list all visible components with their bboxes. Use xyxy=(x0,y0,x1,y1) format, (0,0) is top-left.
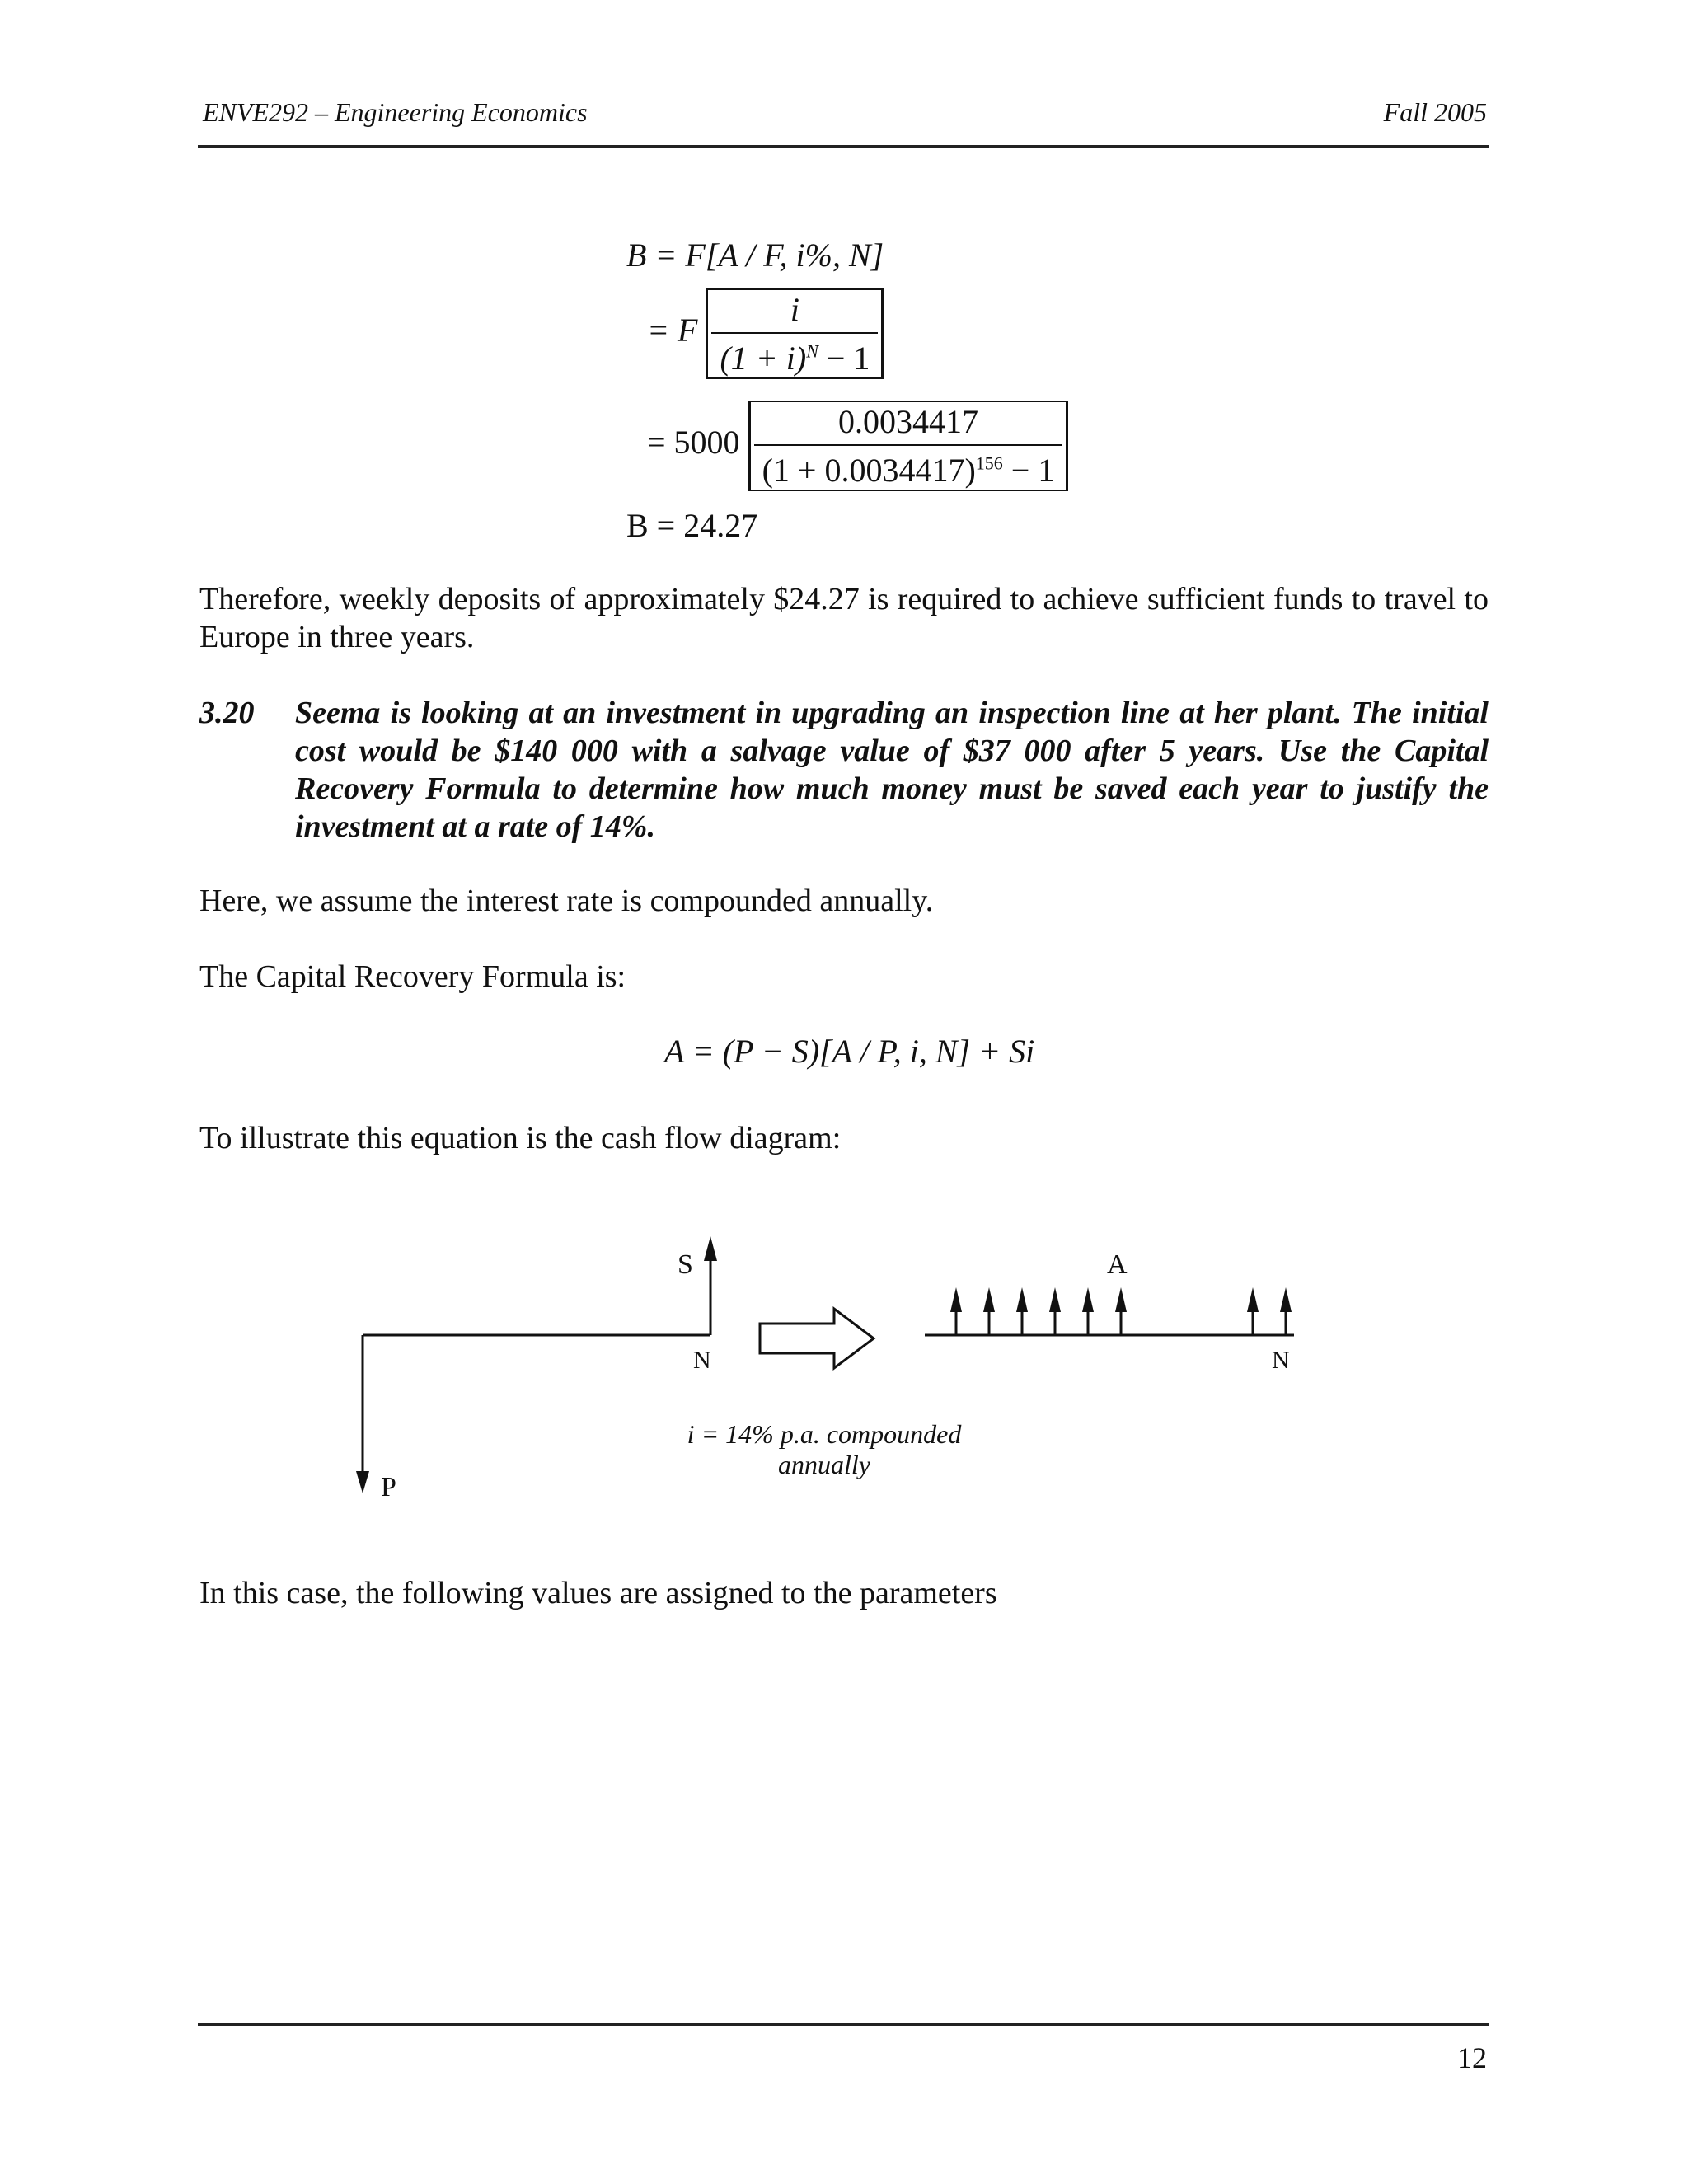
equation-prefix-5000: = 5000 xyxy=(647,424,740,462)
equation-numerator-2: 0.0034417 xyxy=(837,403,978,440)
equation-denominator-base: (1 + i) xyxy=(720,340,807,377)
caption-line-2: annually xyxy=(778,1450,870,1479)
problem-number: 3.20 xyxy=(199,696,255,730)
conclusion-paragraph: Therefore, weekly deposits of approximately $24.27 is required to achieve sufficient funds to travel to Europe in three years. xyxy=(199,582,1489,654)
problem-statement: Seema is looking at an investment in upgrading an inspection line at her plant. The initial cost would be $140 000 with a salvage value of $37 000 after 5 years. Use the Capital Recovery Formula to determine how much money must be saved each year to justify the investment at a rate of 14%. xyxy=(295,696,1489,844)
right-cash-flow xyxy=(925,1287,1294,1335)
assumption-paragraph: Here, we assume the interest rate is compounded annually. xyxy=(199,883,934,918)
equation-prefix: = F xyxy=(647,312,698,349)
equation-denominator-tail: − 1 xyxy=(826,340,870,377)
equation-b-result: B = 24.27 xyxy=(626,507,758,544)
annuity-arrows xyxy=(950,1287,1292,1335)
capital-recovery-formula: A = (P − S)[A / P, i, N] + Si xyxy=(664,1033,1035,1070)
equivalence-block-arrow xyxy=(760,1309,874,1368)
diagram-intro-paragraph: To illustrate this equation is the cash flow diagram: xyxy=(199,1121,842,1155)
equation-denominator-tail-2: − 1 xyxy=(1010,452,1055,489)
page-number: 12 xyxy=(1457,2041,1487,2074)
label-present-p: P xyxy=(381,1472,396,1502)
diagram-caption xyxy=(643,1419,1006,1480)
equation-b-factor: B = F[A / F, i%, N] xyxy=(626,237,884,274)
caption-line-1: i = 14% p.a. compounded xyxy=(687,1419,962,1449)
footer-rule xyxy=(198,2023,1489,2026)
equation-numerator: i xyxy=(790,291,799,328)
equation-exponent-2: 156 xyxy=(975,452,1003,474)
label-n-right: N xyxy=(1272,1347,1290,1374)
header-term: Fall 2005 xyxy=(1383,97,1487,127)
formula-intro-paragraph: The Capital Recovery Formula is: xyxy=(199,959,626,994)
outflow-p-arrowhead xyxy=(356,1471,369,1493)
header-course-title: ENVE292 – Engineering Economics xyxy=(203,97,588,127)
equation-denominator-base-2: (1 + 0.0034417) xyxy=(762,452,976,489)
label-salvage-s: S xyxy=(678,1249,693,1280)
inflow-s-arrowhead xyxy=(704,1236,717,1261)
label-n-left: N xyxy=(693,1347,711,1374)
label-annuity-a: A xyxy=(1107,1249,1128,1280)
assign-paragraph: In this case, the following values are assigned to the parameters xyxy=(199,1576,997,1610)
equation-exponent: N xyxy=(806,340,818,362)
